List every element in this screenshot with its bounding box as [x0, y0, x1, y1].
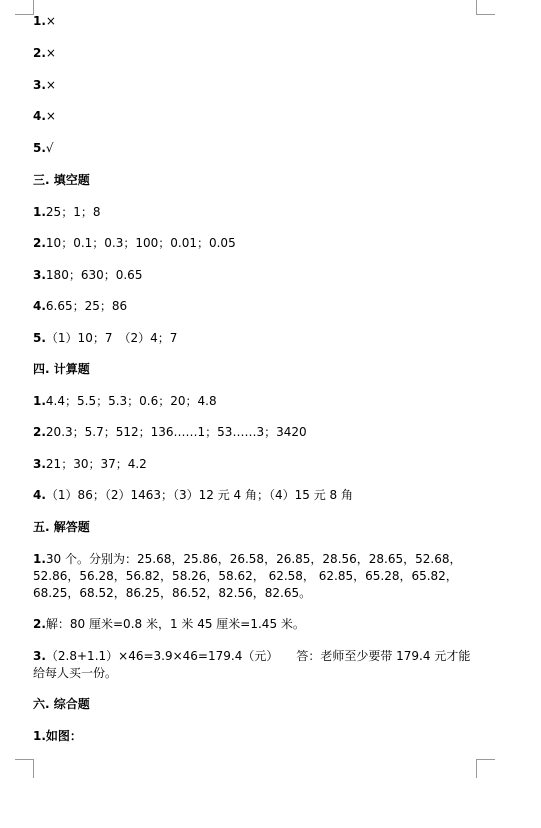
- answer-text: 4.4；5.5；5.3；0.6；20；4.8: [45, 394, 217, 408]
- crop-mark-bottom-left: [15, 759, 34, 778]
- answer-continuation: 52.86，56.28，56.82，58.26，58.62， 62.58， 62.85，65.28，65.82，: [33, 569, 458, 583]
- answer-item: [33, 235, 236, 251]
- answer-item: [33, 616, 305, 632]
- crop-mark-bottom-right: [476, 759, 495, 778]
- judgement-item-1: [33, 13, 56, 29]
- judgement-item-2: [33, 45, 56, 61]
- item-number: 3.: [33, 78, 46, 92]
- answer-item: [33, 393, 217, 409]
- section-heading-fill-in: 三. 填空题: [33, 173, 90, 187]
- check-mark: √: [45, 141, 54, 155]
- cross-mark: ×: [45, 14, 56, 28]
- cross-mark: ×: [45, 46, 56, 60]
- item-number: 4.: [33, 109, 46, 123]
- item-number: 1.: [33, 394, 46, 408]
- answer-text: 180；630；0.65: [45, 268, 143, 282]
- item-number: 3.: [33, 457, 46, 471]
- judgement-item-5: [33, 140, 54, 156]
- section-heading-comprehensive: 六. 综合题: [33, 697, 90, 711]
- answer-item: [33, 551, 461, 567]
- judgement-item-4: [33, 108, 56, 124]
- answer-item: [33, 298, 127, 314]
- item-number: 5.: [33, 141, 46, 155]
- answer-text: 30 个。分别为：25.68，25.86，26.58，26.85，28.56，28.65，52.68，: [45, 552, 462, 566]
- answer-item: [33, 424, 307, 440]
- answer-continuation: 68.25，68.52，86.25，86.52，82.56，82.65。: [33, 586, 312, 600]
- answer-item: [33, 204, 100, 220]
- section-heading-word-problems: 五. 解答题: [33, 520, 90, 534]
- item-number: 2.: [33, 425, 46, 439]
- crop-mark-top-left: [15, 0, 34, 15]
- crop-mark-top-right: [476, 0, 495, 15]
- answer-text: （1）86；（2）1463；（3）12 元 4 角；（4）15 元 8 角: [45, 488, 353, 502]
- item-number: 1.: [33, 205, 46, 219]
- answer-text: 10；0.1；0.3；100；0.01；0.05: [45, 236, 236, 250]
- answer-text: 25；1；8: [45, 205, 101, 219]
- item-number: 4.: [33, 299, 46, 313]
- item-number: 2.: [33, 46, 46, 60]
- item-number: 4.: [33, 488, 46, 502]
- answer-text: （1）10；7 （2）4；7: [45, 331, 178, 345]
- item-number: 5.: [33, 331, 46, 345]
- item-number: 1.: [33, 729, 46, 743]
- answer-item: [33, 456, 147, 472]
- answer-item: [33, 728, 82, 744]
- answer-text: 解：80 厘米=0.8 米，1 米 45 厘米=1.45 米。: [45, 617, 305, 631]
- section-heading-calculation: 四. 计算题: [33, 362, 90, 376]
- judgement-item-3: [33, 77, 56, 93]
- item-number: 2.: [33, 617, 46, 631]
- answer-text: 如图：: [45, 729, 82, 743]
- answer-text: 6.65；25；86: [45, 299, 128, 313]
- item-number: 1.: [33, 552, 46, 566]
- answer-item: [33, 330, 177, 346]
- cross-mark: ×: [45, 109, 56, 123]
- answer-text: （2.8+1.1）×46=3.9×46=179.4（元） 答：老师至少要带 179.4 元才能: [45, 649, 471, 663]
- item-number: 2.: [33, 236, 46, 250]
- item-number: 3.: [33, 268, 46, 282]
- answer-continuation: 给每人买一份。: [33, 666, 118, 680]
- answer-item: [33, 267, 142, 283]
- item-number: 3.: [33, 649, 46, 663]
- cross-mark: ×: [45, 78, 56, 92]
- answer-text: 21；30；37；4.2: [45, 457, 147, 471]
- answer-item: [33, 487, 353, 503]
- answer-item: [33, 648, 470, 664]
- answer-text: 20.3；5.7；512；136……1；53……3；3420: [45, 425, 307, 439]
- item-number: 1.: [33, 14, 46, 28]
